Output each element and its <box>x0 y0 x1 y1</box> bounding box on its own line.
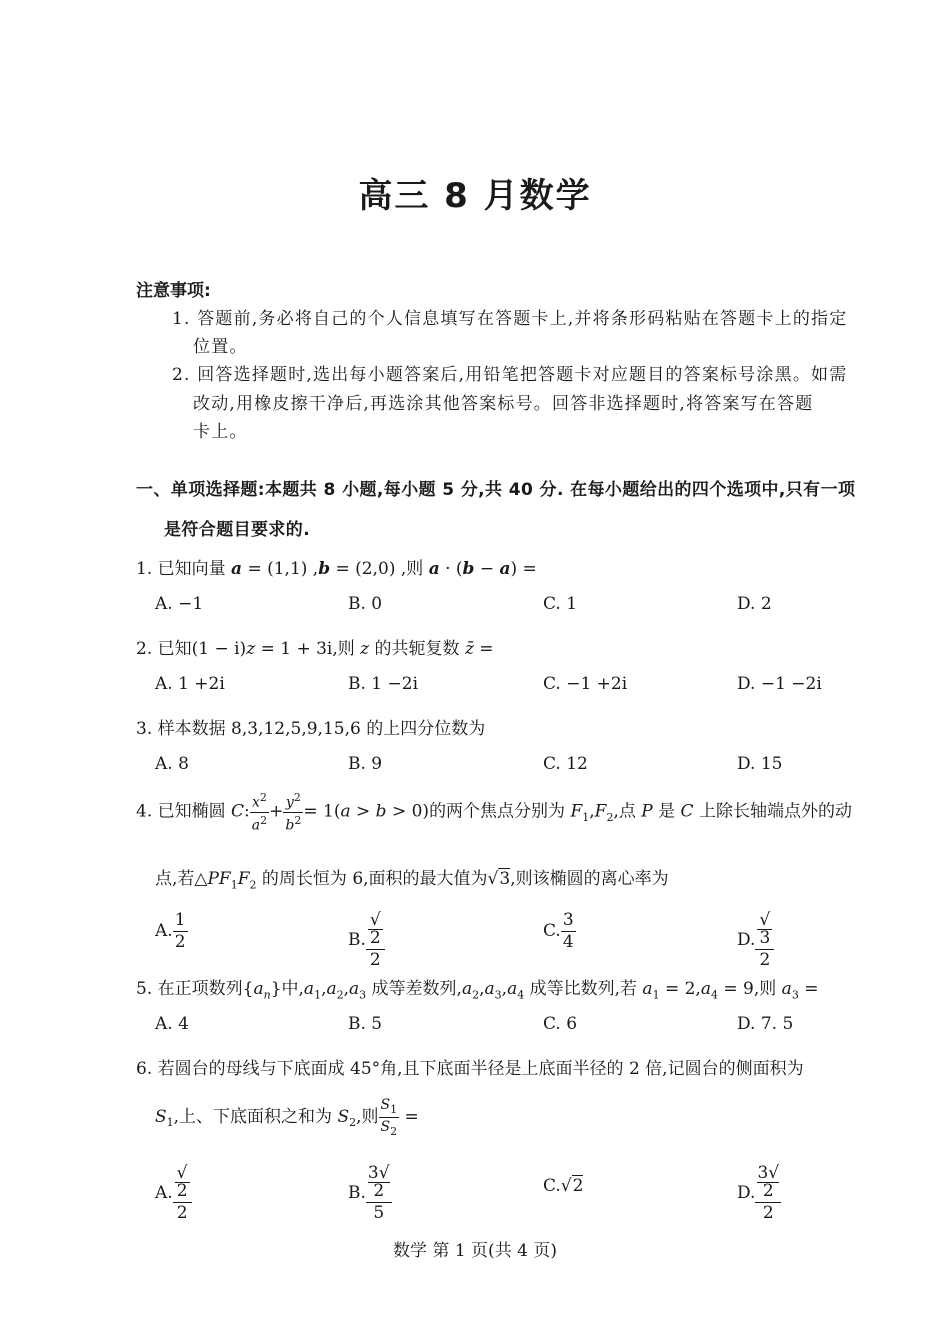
page-title: 高三 8 月数学 <box>358 176 592 216</box>
question-6-cont: $S_1$,上、下底面积之和为 $S_2$,则 $\frac{S_1}{S_2}$ = <box>155 1097 419 1138</box>
q3-option-c[interactable]: C. 12 <box>543 754 588 774</box>
notice-item-1: 1. 答题前,务必将自己的个人信息填写在答题卡上,并将条形码粘贴在答题卡上的指定 <box>172 309 848 329</box>
notice-item-2-cont: 改动,用橡皮擦干净后,再选涂其他答案标号。回答非选择题时,将答案写在答题 <box>193 394 814 414</box>
q2-option-a[interactable]: A. 1 +2i <box>155 674 225 694</box>
q5-option-d[interactable]: D. 7. 5 <box>737 1014 794 1034</box>
question-4-cont: 点,若$\triangle PF_1F_2$ 的周长恒为 6,面积的最大值为√3,则该椭圆的离心率为 <box>155 869 669 892</box>
q2-option-d[interactable]: D. −1 −2i <box>737 674 822 694</box>
q4-option-c[interactable]: C. $\frac{3}{4}$ <box>543 910 574 952</box>
q1-option-c[interactable]: C. 1 <box>543 594 578 614</box>
question-4: 4. 已知椭圆 C: $\frac{x^2}{a^2}$ + $\frac{y^2}{b^2}$ = 1(a > b > 0)的两个焦点分别为 $F_1,F_2$,点 P 是 C 上除长轴端点外的动 <box>136 791 852 834</box>
q4-option-b[interactable]: B. √ 2 2 <box>348 912 385 969</box>
q6-option-a[interactable]: A. √ 2 2 <box>155 1165 192 1222</box>
section-heading-cont: 是符合题目要求的. <box>164 520 311 540</box>
question-6: 6. 若圆台的母线与下底面成 45°角,且下底面半径是上底面半径的 2 倍,记圆台的侧面积为 <box>136 1059 804 1079</box>
q1-option-b[interactable]: B. 0 <box>348 594 383 614</box>
q1-option-d[interactable]: D. 2 <box>737 594 772 614</box>
q3-option-d[interactable]: D. 15 <box>737 754 783 774</box>
q2-option-b[interactable]: B. 1 −2i <box>348 674 419 694</box>
q2-option-c[interactable]: C. −1 +2i <box>543 674 628 694</box>
q5-option-b[interactable]: B. 5 <box>348 1014 383 1034</box>
q6-option-b[interactable]: B. 3√ 2 5 <box>348 1163 390 1223</box>
q4-option-d[interactable]: D. √ 3 2 <box>737 912 774 969</box>
q6-option-d[interactable]: D. 3√ 2 2 <box>737 1163 780 1223</box>
q4-option-a[interactable]: A. $\frac{1}{2}$ <box>155 910 186 952</box>
question-3: 3. 样本数据 8,3,12,5,9,15,6 的上四分位数为 <box>136 719 486 739</box>
notice-item-2-cont2: 卡上。 <box>193 422 248 442</box>
q3-option-b[interactable]: B. 9 <box>348 754 383 774</box>
question-5: 5. 在正项数列$\{a_n\}$中$,a_1,a_2,a_3$ 成等差数列$,a_2,a_3,a_4$ 成等比数列,若 $a_1 = 2,a_4 = 9$,则 $a_3$ = <box>136 979 819 1002</box>
question-2: 2. 已知(1 − i)z = 1 + 3i,则 z 的共轭复数 z̄ = <box>136 639 494 659</box>
q1-option-a[interactable]: A. −1 <box>155 594 204 614</box>
notice-item-1-cont: 位置。 <box>193 337 248 357</box>
notice-heading: 注意事项: <box>136 281 211 301</box>
question-1: 1. 已知向量 a = (1,1) ,b = (2,0) ,则 a · (b − a) = <box>136 559 537 579</box>
q3-option-a[interactable]: A. 8 <box>155 754 189 774</box>
notice-item-2: 2. 回答选择题时,选出每小题答案后,用铅笔把答题卡对应题目的答案标号涂黑。如需 <box>172 365 848 385</box>
q5-option-a[interactable]: A. 4 <box>155 1014 189 1034</box>
page-footer: 数学 第 1 页(共 4 页) <box>393 1241 557 1261</box>
q6-option-c[interactable]: C.√2 <box>543 1176 584 1196</box>
q5-option-c[interactable]: C. 6 <box>543 1014 578 1034</box>
section-heading: 一、单项选择题:本题共 8 小题,每小题 5 分,共 40 分. 在每小题给出的四个选项中,只有一项 <box>136 480 856 500</box>
